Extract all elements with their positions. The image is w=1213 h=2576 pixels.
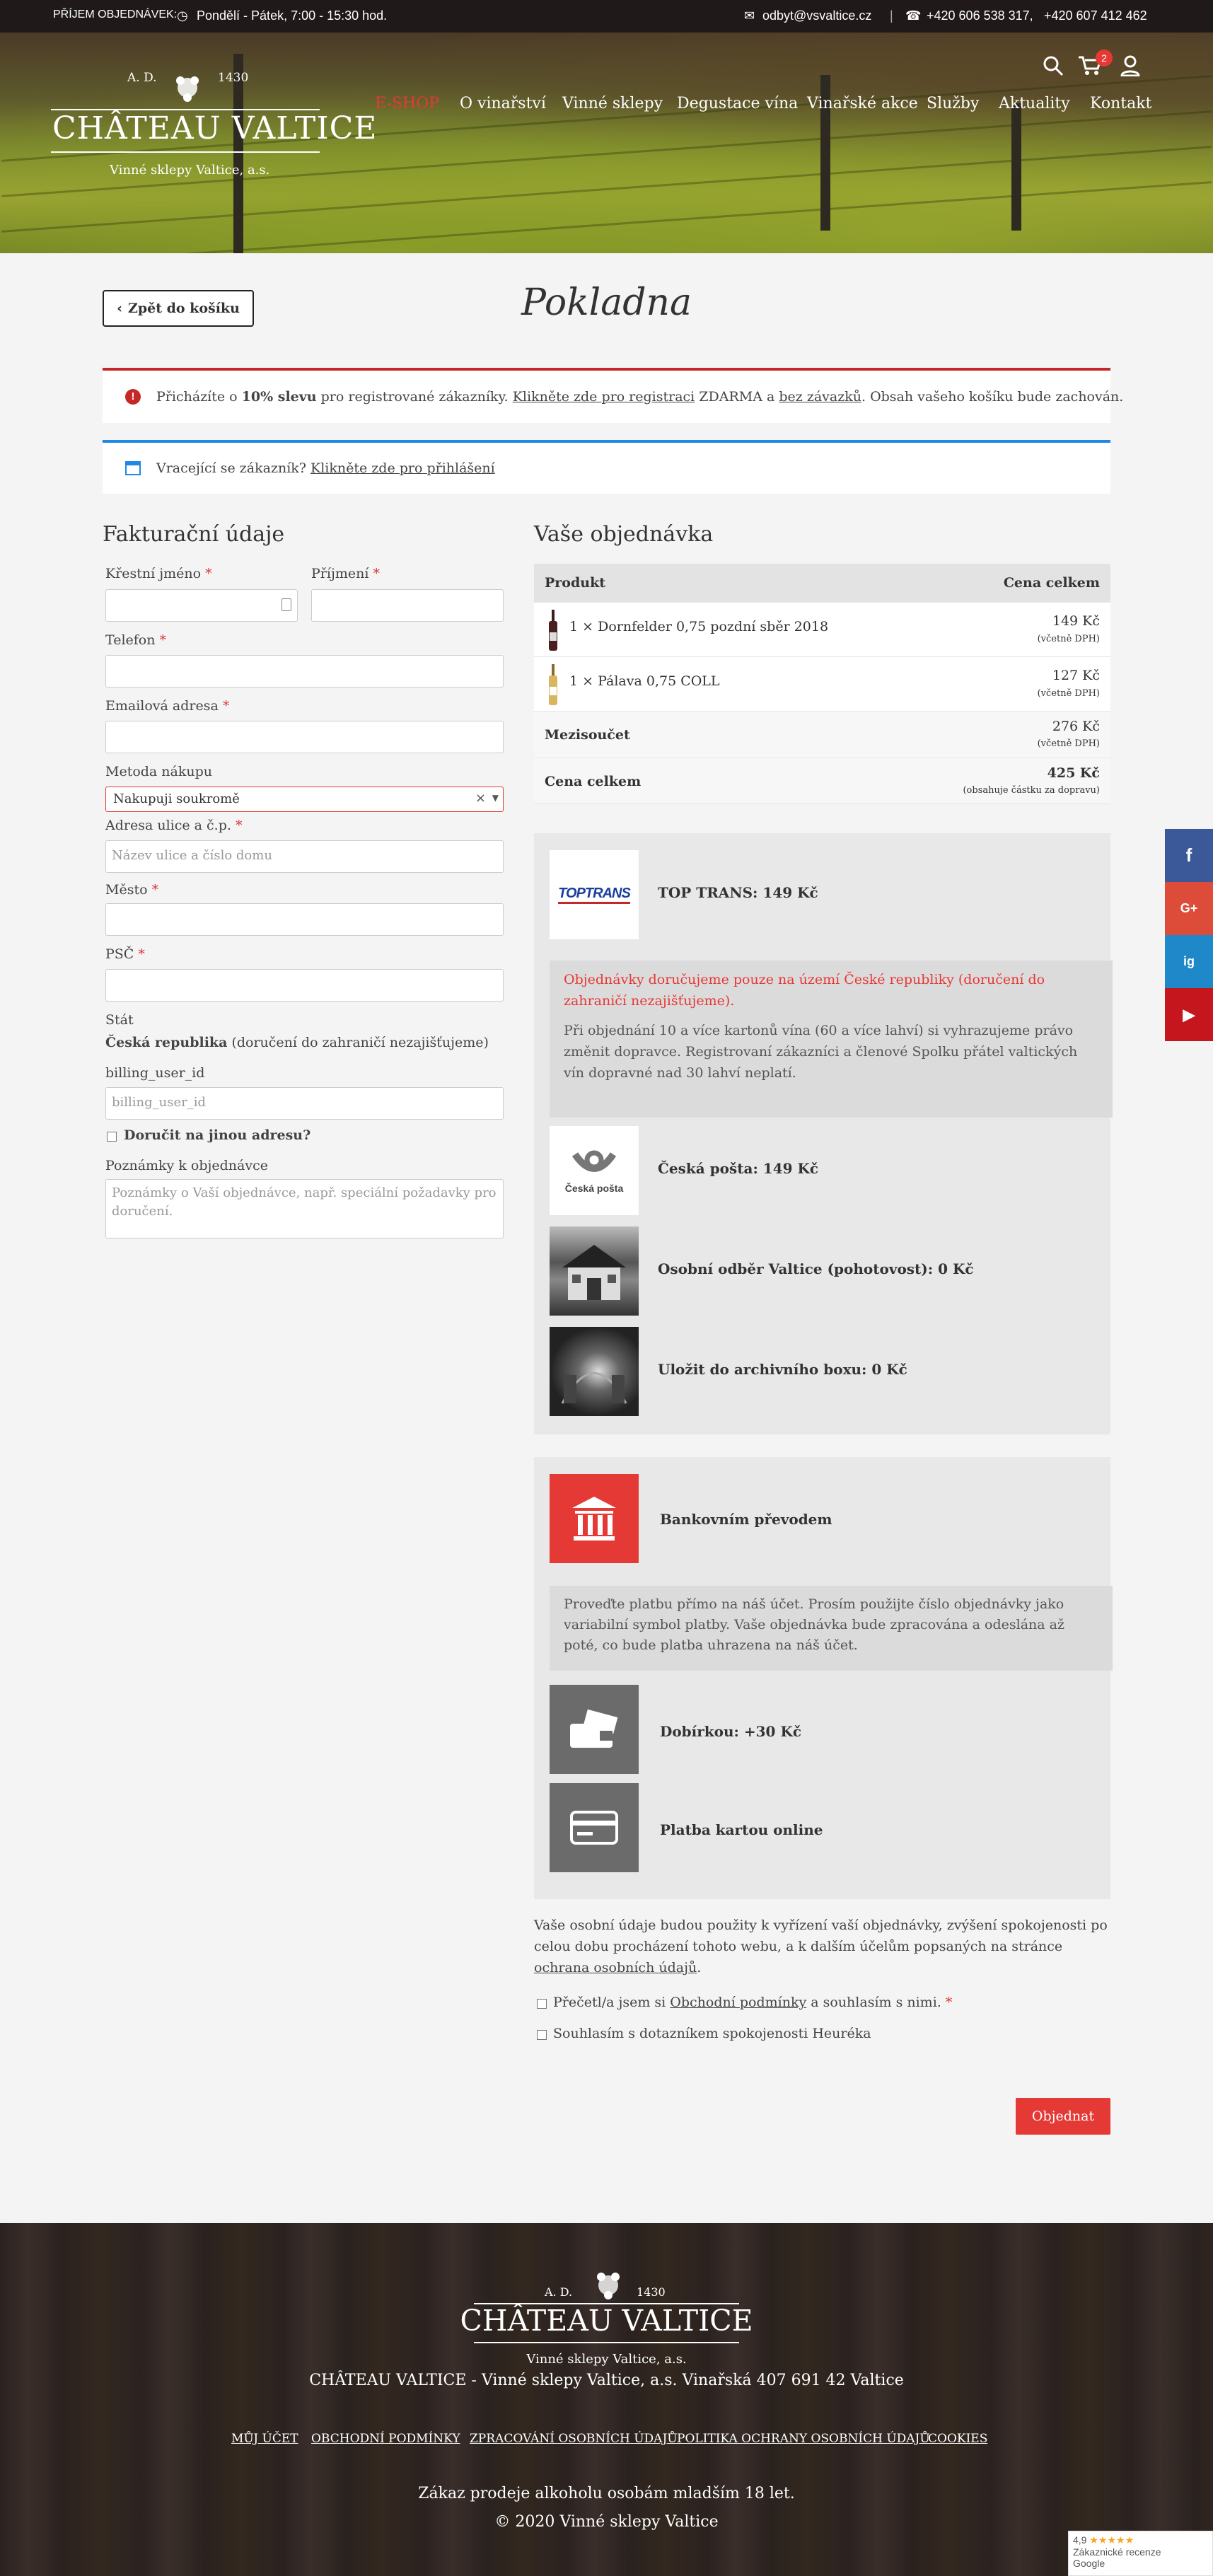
wine-bottle-red-icon — [548, 610, 558, 651]
wine-bottle-white-icon — [548, 664, 558, 705]
cod-label[interactable]: Dobírkou: +30 Kč — [660, 1723, 801, 1740]
subtotal-value: 276 Kč — [1052, 719, 1100, 734]
footer — [0, 2223, 1213, 2576]
ship-different-address-checkbox[interactable] — [107, 1132, 117, 1142]
purchase-method-select[interactable] — [105, 787, 504, 812]
credit-card-icon — [569, 1809, 620, 1846]
privacy-link[interactable]: ochrana osobních údajů — [534, 1960, 697, 1975]
bank-transfer-info: Proveďte platbu přímo na náš účet. Prosím použijte číslo objednávky jako variabilní symbol platby. Vaše objednávka bude zpracována a odeslána až poté, co bude platba uhrazena na náš účet. — [550, 1586, 1113, 1671]
terms-link[interactable]: Obchodní podmínky — [670, 1995, 807, 2010]
country-value: Česká republika (doručení do zahraničí nezajišťujeme) — [105, 1035, 489, 1050]
phone-icon: ☎ — [905, 8, 922, 23]
city-label: Město * — [105, 882, 159, 898]
first-name-label: Křestní jméno * — [105, 566, 212, 581]
no-obligation-link[interactable]: bez závazků — [779, 389, 861, 405]
zip-field[interactable] — [105, 969, 504, 1002]
billing-heading: Fakturační údaje — [103, 522, 285, 547]
total-row — [534, 758, 1110, 804]
logo-name: CHÂTEAU VALTICE — [52, 110, 378, 146]
phone-1[interactable]: +420 606 538 317, — [927, 8, 1033, 23]
copyright: © 2020 Vinné sklepy Valtice — [494, 2513, 719, 2531]
footer-link-privacy-policy[interactable]: POLITIKA OCHRANY OSOBNÍCH ÚDAJŮ — [677, 2432, 930, 2446]
footer-logo-subtitle: Vinné sklepy Valtice, a.s. — [526, 2352, 687, 2367]
autofill-icon[interactable] — [282, 598, 291, 611]
order-item-name: 1 × Pálava 0,75 COLL — [569, 673, 720, 689]
email-link[interactable]: odbyt@vsvaltice.cz — [762, 8, 872, 23]
purchase-method-value: Nakupuji soukromě — [113, 791, 240, 806]
toptrans-logo: TOPTRANS — [558, 886, 630, 904]
pickup-option[interactable] — [550, 1226, 639, 1316]
logo-year: 1430 — [218, 71, 249, 85]
order-item-vat: (včetně DPH) — [1037, 688, 1100, 699]
zip-label: PSČ * — [105, 946, 145, 962]
card-label[interactable]: Platba kartou online — [660, 1821, 823, 1838]
orders-label: PŘÍJEM OBJEDNÁVEK: — [53, 8, 178, 21]
purchase-method-label: Metoda nákupu — [105, 764, 213, 779]
shipping-methods — [534, 833, 1110, 1434]
search-icon[interactable] — [1043, 55, 1064, 80]
cod-option[interactable] — [550, 1685, 639, 1774]
ship-different-address-label: Doručit na jinou adresu? — [124, 1127, 311, 1143]
terms-label: Přečetl/a jsem si Obchodní podmínky a souhlasím s nimi. * — [553, 1995, 953, 2010]
google-badge-line1: Zákaznické recenze — [1073, 2546, 1161, 2558]
login-text: Vracející se zákazník? Klikněte zde pro přihlášení — [156, 460, 495, 476]
card-option[interactable] — [550, 1783, 639, 1872]
last-name-label: Příjmení * — [311, 566, 380, 581]
nav-vinarske-akce[interactable]: Vinařské akce — [807, 95, 918, 112]
opening-hours: Pondělí - Pátek, 7:00 - 15:30 hod. — [197, 8, 388, 23]
subtotal-label: Mezisoučet — [545, 727, 630, 743]
wallet-icon — [566, 1708, 622, 1751]
street-label: Adresa ulice a č.p. * — [105, 818, 243, 833]
order-heading: Vaše objednávka — [534, 522, 714, 547]
col-total: Cena celkem — [1003, 575, 1100, 591]
discount-text: Přicházíte o 10% slevu pro registrované zákazníky. Klikněte zde pro registraci ZDARMA a bez závazků. Obsah vašeho košíku bude zachován. — [156, 389, 1124, 405]
billing-user-id-label: billing_user_id — [105, 1065, 205, 1081]
street-field[interactable]: Název ulice a číslo domu — [105, 840, 504, 873]
ceska-posta-logo: Česká pošta — [564, 1183, 624, 1194]
footer-link-personal-data[interactable]: ZPRACOVÁNÍ OSOBNÍCH ÚDAJŮ — [470, 2432, 678, 2446]
cart-count-badge: 2 — [1096, 50, 1113, 66]
pickup-label[interactable]: Osobní odběr Valtice (pohotovost): 0 Kč — [658, 1260, 974, 1277]
order-notes-label: Poznámky k objednávce — [105, 1158, 268, 1173]
total-value: 425 Kč — [1047, 765, 1100, 781]
city-field[interactable] — [105, 903, 504, 936]
email-field[interactable] — [105, 721, 504, 753]
order-item-name: 1 × Dornfelder 0,75 pozdní sběr 2018 — [569, 619, 829, 634]
header-hero — [0, 33, 1213, 253]
toptrans-option[interactable] — [550, 850, 639, 939]
heureka-checkbox[interactable] — [537, 2030, 547, 2040]
site-logo[interactable] — [50, 68, 378, 195]
privacy-text: Vaše osobní údaje budou použity k vyřízení vaší objednávky, zvýšení spokojenosti po celou dobu procházení tohoto webu, a k dalším účelům popsaných na stránce ochrana osobních údajů. — [534, 1918, 1108, 1975]
instagram-icon[interactable]: ig — [1165, 935, 1213, 988]
separator: | — [890, 8, 893, 23]
nav-degustace[interactable]: Degustace vína — [677, 95, 799, 112]
nav-vinne-sklepy[interactable]: Vinné sklepy — [562, 95, 663, 112]
footer-address: CHÂTEAU VALTICE - Vinné sklepy Valtice, a.s. Vinařská 407 691 42 Valtice — [309, 2372, 904, 2389]
bank-icon — [569, 1494, 619, 1543]
order-item-row — [534, 603, 1110, 657]
shipping-info: Při objednání 10 a více kartonů vína (60 a více lahví) si vyhrazujeme právo změnit dopravce. Registrovaní zákazníci a členové Spolku přátel valtických vín dopravné nad 30 lahví neplatí. — [564, 1023, 1078, 1081]
col-product: Produkt — [545, 575, 606, 591]
envelope-icon: ✉ — [744, 8, 755, 23]
google-badge-line2: Google — [1073, 2558, 1105, 2569]
subtotal-vat: (včetně DPH) — [1037, 738, 1100, 749]
clock-icon: ◷ — [177, 8, 188, 23]
nav-eshop[interactable]: E-SHOP — [375, 95, 439, 112]
alcohol-notice: Zákaz prodeje alkoholu osobám mladším 18 let. — [418, 2485, 795, 2502]
order-item-price: 127 Kč — [1052, 668, 1100, 683]
last-name-field[interactable] — [311, 589, 504, 622]
total-note: (obsahuje částku za dopravu) — [963, 785, 1100, 796]
phone-2[interactable]: +420 607 412 462 — [1044, 8, 1147, 23]
login-notice — [103, 440, 1110, 494]
register-link[interactable]: Klikněte zde pro registraci — [512, 389, 695, 405]
order-item-row — [534, 657, 1110, 712]
rating-stars: ★★★★★ — [1089, 2534, 1134, 2546]
alert-icon: ! — [125, 389, 141, 405]
billing-user-id-field[interactable]: billing_user_id — [105, 1087, 504, 1120]
dropdown-arrow-icon[interactable]: ▼ — [492, 793, 499, 803]
archive-box-label[interactable]: Uložit do archivního boxu: 0 Kč — [658, 1361, 907, 1378]
google-rating: 4,9 — [1073, 2534, 1087, 2546]
order-item-price: 149 Kč — [1052, 613, 1100, 629]
footer-link-terms[interactable]: OBCHODNÍ PODMÍNKY — [311, 2432, 460, 2446]
wine-archive-icon — [555, 1336, 633, 1407]
footer-logo-name: CHÂTEAU VALTICE — [460, 2304, 753, 2338]
ceska-posta-label[interactable]: Česká pošta: 149 Kč — [658, 1160, 819, 1177]
first-name-field[interactable] — [105, 589, 298, 622]
ceska-posta-option[interactable] — [550, 1126, 639, 1215]
back-to-cart-label: Zpět do košíku — [127, 301, 240, 316]
logo-subtitle: Vinné sklepy Valtice, a.s. — [110, 163, 270, 178]
subtotal-row — [534, 712, 1110, 758]
google-plus-icon[interactable]: G+ — [1165, 882, 1213, 935]
posthorn-icon — [569, 1147, 619, 1183]
top-bar — [0, 0, 1213, 33]
login-link[interactable]: Klikněte zde pro přihlášení — [310, 460, 495, 476]
winery-building-icon — [555, 1239, 633, 1303]
discount-notice — [103, 368, 1124, 423]
total-label: Cena celkem — [545, 774, 642, 789]
order-table-header — [534, 564, 1110, 603]
youtube-icon[interactable]: ▶ — [1165, 988, 1213, 1041]
footer-link-account[interactable]: MŮJ ÚČET — [231, 2432, 298, 2446]
place-order-button[interactable]: Objednat — [1016, 2098, 1110, 2135]
user-icon[interactable] — [1120, 55, 1140, 80]
phone-field[interactable] — [105, 655, 504, 687]
email-label: Emailová adresa * — [105, 698, 230, 714]
footer-link-cookies[interactable]: COOKIES — [928, 2432, 988, 2446]
nav-o-vinarstvi[interactable]: O vinařství — [460, 95, 546, 112]
chevron-left-icon: ‹ — [117, 301, 122, 316]
order-table — [534, 564, 1110, 804]
shipping-info-box — [550, 961, 1113, 1118]
bank-transfer-option[interactable] — [550, 1474, 639, 1563]
clear-icon[interactable]: × — [475, 791, 486, 806]
bank-transfer-label[interactable]: Bankovním převodem — [660, 1511, 832, 1528]
footer-logo-year: 1430 — [637, 2285, 666, 2299]
nav-kontakt[interactable]: Kontakt — [1090, 95, 1152, 112]
page-title: Pokladna — [521, 282, 692, 324]
google-reviews-badge[interactable] — [1068, 2531, 1213, 2576]
order-notes-textarea[interactable]: Poznámky o Vaší objednávce, např. speciální požadavky pro doručení. — [105, 1179, 504, 1238]
archive-box-option[interactable] — [550, 1327, 639, 1416]
terms-checkbox[interactable] — [537, 1999, 547, 2009]
logo-ad: A. D. — [127, 71, 157, 85]
payment-methods — [534, 1457, 1110, 1899]
grape-crest-icon — [576, 2264, 640, 2307]
toptrans-label[interactable]: TOP TRANS: 149 Kč — [658, 884, 818, 901]
footer-logo-ad: A. D. — [545, 2285, 573, 2299]
country-label: Stát — [105, 1012, 134, 1028]
calendar-icon — [125, 461, 141, 475]
grape-crest-icon — [50, 68, 325, 110]
shipping-warning: Objednávky doručujeme pouze na území České republiky (doručení do zahraničí nezajišťujeme). — [564, 972, 1045, 1009]
order-item-vat: (včetně DPH) — [1037, 634, 1100, 644]
heureka-label: Souhlasím s dotazníkem spokojenosti Heuréka — [553, 2026, 871, 2041]
nav-sluzby[interactable]: Služby — [927, 95, 980, 112]
phone-label: Telefon * — [105, 632, 167, 648]
nav-aktuality[interactable]: Aktuality — [999, 95, 1070, 112]
facebook-icon[interactable]: f — [1165, 829, 1213, 882]
